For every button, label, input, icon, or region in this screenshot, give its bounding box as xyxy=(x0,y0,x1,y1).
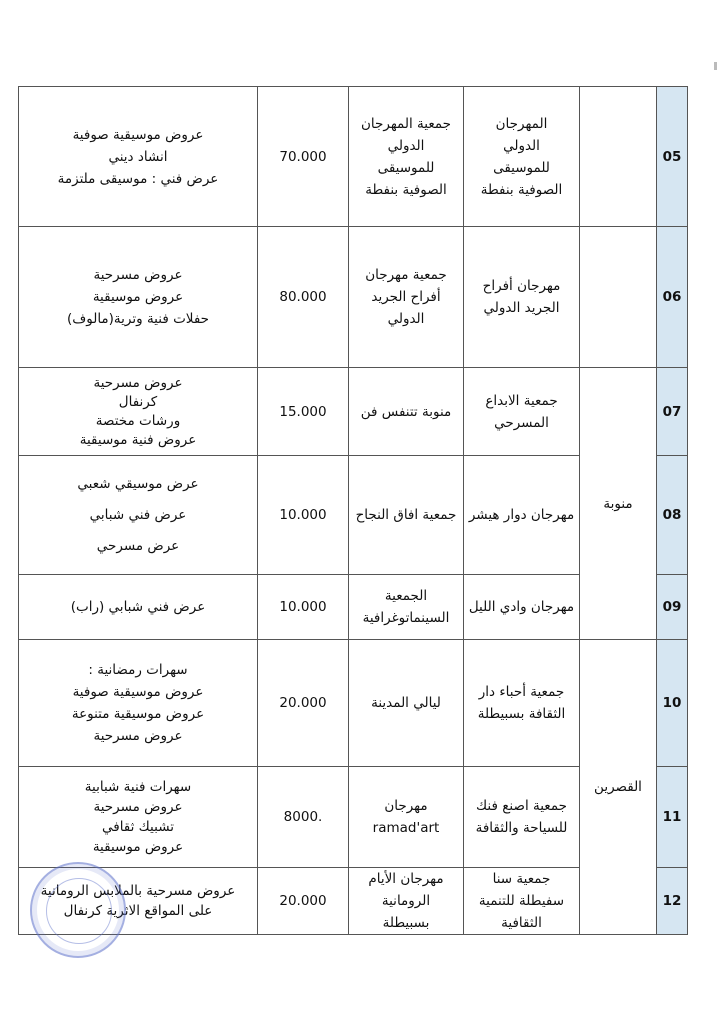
activities-list: سهرات فنية شبابية عروض مسرحية تشبيك ثقافي عروض موسيقية xyxy=(84,779,192,855)
festival-cell xyxy=(464,640,580,767)
row-number: 12 xyxy=(657,868,688,935)
festival-cell xyxy=(464,868,580,935)
activities-cell xyxy=(19,87,258,227)
row-number: 11 xyxy=(657,767,688,868)
amount-cell xyxy=(258,575,349,640)
scan-mark xyxy=(714,62,717,70)
activities-cell xyxy=(19,227,258,368)
association-cell xyxy=(349,456,464,575)
amount-value: 8000. xyxy=(283,809,323,825)
amount-cell xyxy=(258,868,349,935)
association-cell xyxy=(349,868,464,935)
governorate-cell xyxy=(580,227,657,368)
row-number: 07 xyxy=(657,368,688,456)
row-number: 09 xyxy=(657,575,688,640)
association-name: منوبة تتنفس فن xyxy=(360,403,452,420)
festival-name: جمعية الابداع المسرحي xyxy=(485,392,558,431)
association-name: مهرجان ramad'art xyxy=(372,798,440,836)
activities-list: عروض موسيقية صوفية انشاد ديني عرض فني : موسيقى ملتزمة xyxy=(57,126,219,187)
activities-cell xyxy=(19,575,258,640)
amount-cell xyxy=(258,368,349,456)
table-row xyxy=(19,368,688,456)
amount-value: 70.000 xyxy=(279,148,327,165)
activities-list: عرض فني شبابي (راب) xyxy=(70,599,206,615)
table-row xyxy=(19,640,688,767)
activities-cell xyxy=(19,767,258,868)
activities-list: عروض مسرحية بالملابس الرومانية على المواقع الاثرية كرنفال xyxy=(40,883,236,919)
festival-name: مهرجان أفراح الجريد الدولي xyxy=(482,278,561,316)
governorate-cell xyxy=(580,87,657,227)
festival-name: جمعية اصنع فنك للسياحة والثقافة xyxy=(475,798,568,836)
festivals-table xyxy=(18,86,688,935)
amount-cell xyxy=(258,640,349,767)
association-name: جمعية المهرجان الدولي للموسيقى الصوفية بنفطة xyxy=(361,115,451,198)
activities-cell xyxy=(19,640,258,767)
activities-list: عروض مسرحية عروض موسيقية حفلات فنية وترية(مالوف) xyxy=(66,267,210,327)
association-name: جمعية افاق النجاح xyxy=(355,507,457,523)
association-cell xyxy=(349,640,464,767)
festival-cell xyxy=(464,575,580,640)
association-cell xyxy=(349,368,464,456)
festival-cell xyxy=(464,368,580,456)
festival-name: جمعية سنا سفيطلة للتنمية الثقافية xyxy=(478,871,565,931)
amount-value: 10.000 xyxy=(279,507,327,523)
festival-cell xyxy=(464,87,580,227)
association-cell xyxy=(349,87,464,227)
row-number: 06 xyxy=(657,227,688,368)
activities-cell xyxy=(19,456,258,575)
festival-cell xyxy=(464,227,580,368)
festival-cell xyxy=(464,456,580,575)
table-row xyxy=(19,87,688,227)
association-cell xyxy=(349,767,464,868)
amount-value: 15.000 xyxy=(279,403,327,420)
activities-list: عروض مسرحية كرنفال ورشات مختصة عروض فنية موسيقية xyxy=(79,374,197,448)
festival-cell xyxy=(464,767,580,868)
governorate-cell: منوبة xyxy=(580,368,657,640)
row-number: 05 xyxy=(657,87,688,227)
amount-cell xyxy=(258,87,349,227)
association-name: ليالي المدينة xyxy=(371,695,441,711)
row-number: 10 xyxy=(657,640,688,767)
festival-name: مهرجان وادي الليل xyxy=(468,599,575,615)
festival-name: جمعية أحباء دار الثقافة بسبيطلة xyxy=(477,684,566,722)
association-name: مهرجان الأيام الرومانية بسبيطلة xyxy=(368,871,444,931)
activities-list: عرض موسيقي شعبي عرض فني شبابي عرض مسرحي xyxy=(77,475,199,554)
association-name: الجمعية السينماتوغرافية xyxy=(362,588,450,626)
amount-value: 10.000 xyxy=(279,599,327,615)
festival-name: مهرجان دوار هيشر xyxy=(468,507,575,523)
amount-cell xyxy=(258,227,349,368)
activities-list: سهرات رمضانية : عروض موسيقية صوفية عروض موسيقية متنوعة عروض مسرحية xyxy=(71,662,205,744)
amount-cell xyxy=(258,456,349,575)
festival-name: المهرجان الدولي للموسيقى الصوفية بنفطة xyxy=(480,115,563,198)
amount-value: 20.000 xyxy=(279,695,327,711)
activities-cell xyxy=(19,368,258,456)
association-name: جمعية مهرجان أفراح الجريد الدولي xyxy=(365,267,447,327)
table-row xyxy=(19,227,688,368)
activities-cell xyxy=(19,868,258,935)
amount-value: 20.000 xyxy=(279,893,327,909)
row-number: 08 xyxy=(657,456,688,575)
amount-cell xyxy=(258,767,349,868)
association-cell xyxy=(349,575,464,640)
governorate-cell: القصرين xyxy=(580,640,657,935)
amount-value: 80.000 xyxy=(279,289,327,305)
association-cell xyxy=(349,227,464,368)
